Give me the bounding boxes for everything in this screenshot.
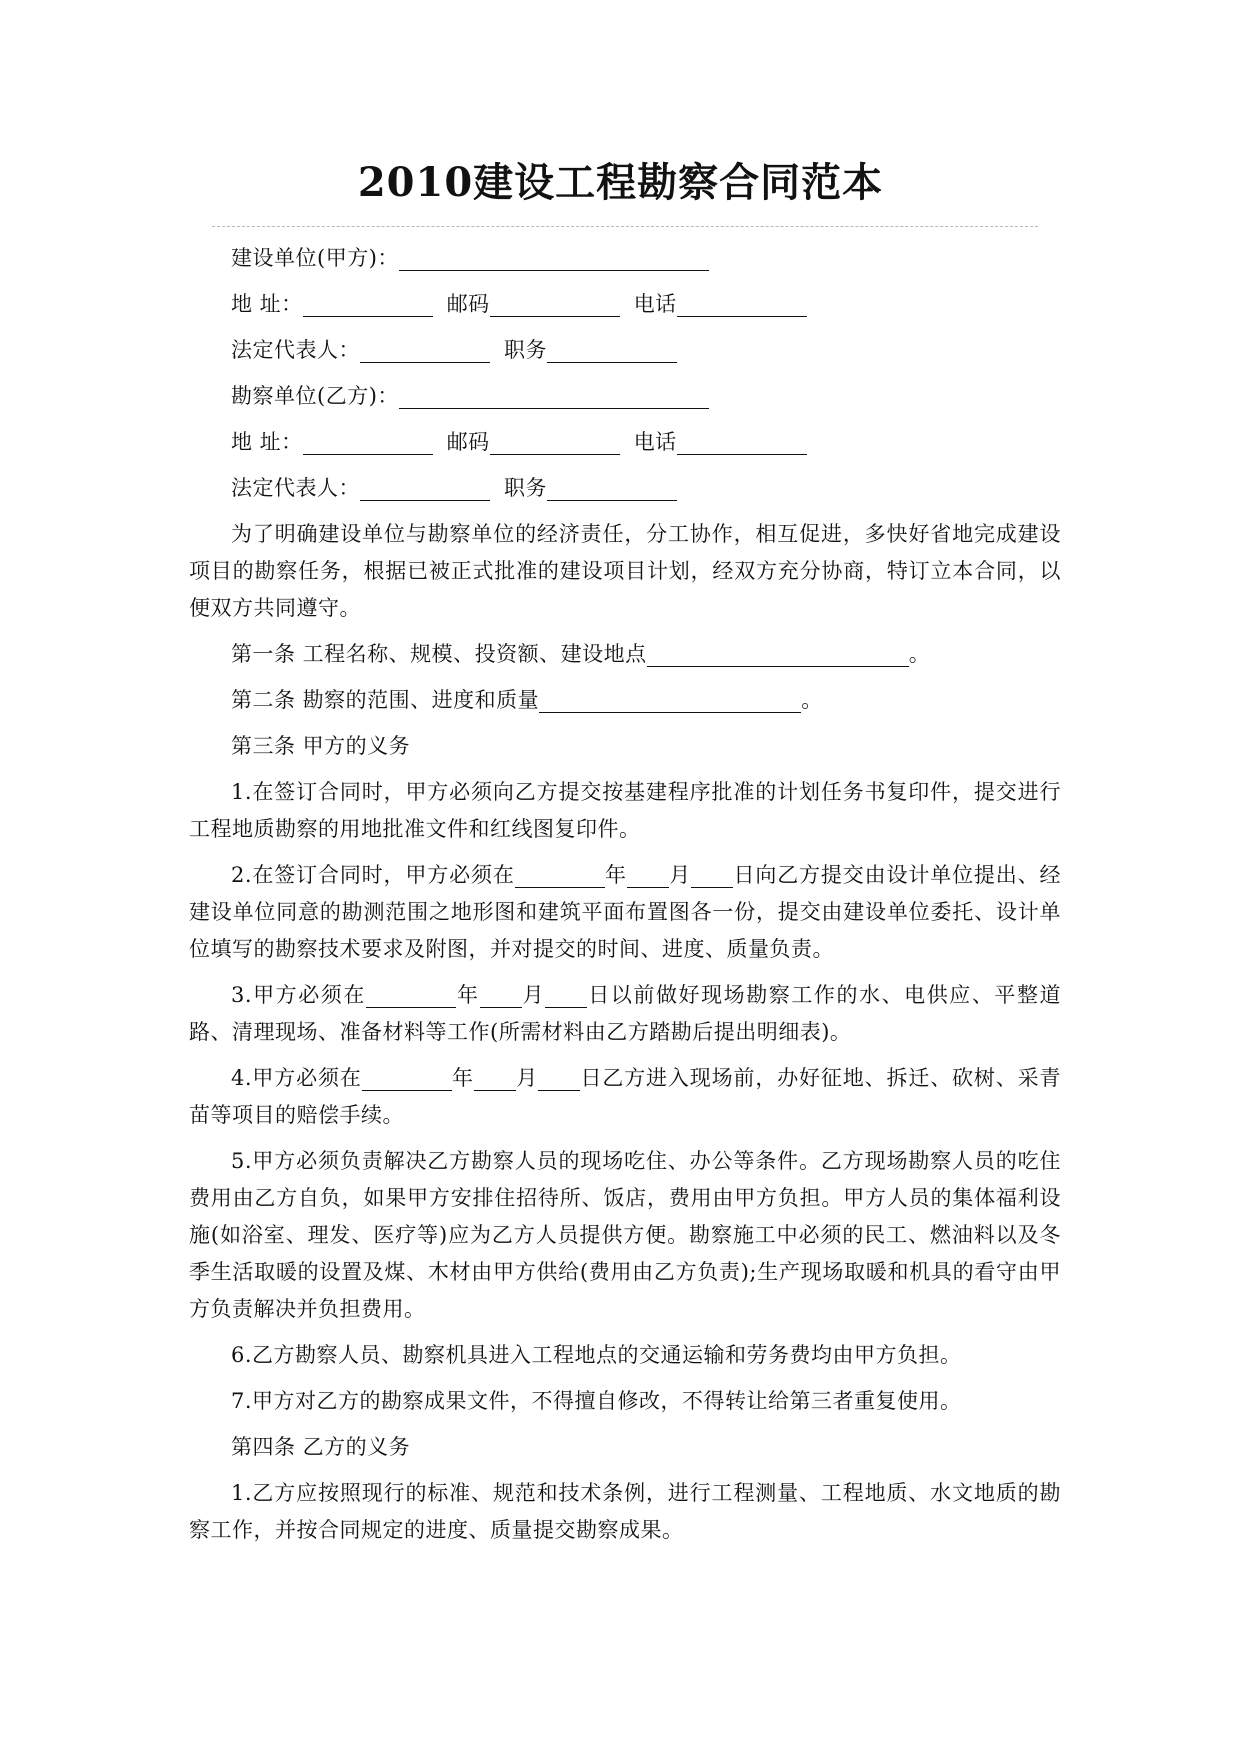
rep-a-label: 法定代表人： (231, 338, 360, 362)
postcode-a-blank (490, 290, 620, 317)
position-b-blank (547, 474, 677, 501)
position-a-blank (547, 336, 677, 363)
item-4-rest: 日乙方进入现场前，办好征地、拆迁、砍树、采青苗等项目的赔偿手续。 (189, 1066, 1061, 1127)
address-a-label: 地 址： (231, 292, 303, 316)
phone-b-label: 电话 (633, 430, 677, 454)
item-3-day-blank (545, 981, 587, 1008)
item-3-month-blank (480, 981, 522, 1008)
position-b-label: 职务 (504, 476, 547, 500)
address-a-line (189, 286, 1061, 323)
postcode-b-blank (490, 428, 620, 455)
rep-b-blank (360, 474, 490, 501)
article-2-text: 第二条 勘察的范围、进度和质量 (231, 688, 540, 712)
phone-a-label: 电话 (633, 292, 677, 316)
phone-b-blank (677, 428, 807, 455)
item-4-year-label: 年 (451, 1066, 474, 1090)
address-a-blank (303, 290, 433, 317)
article-3-item-2 (189, 857, 1061, 968)
rep-b-line (189, 470, 1061, 507)
article-1 (189, 636, 1061, 673)
article-3-heading: 第三条 甲方的义务 (231, 734, 411, 758)
item-3-year-blank (366, 981, 456, 1008)
item-2-prefix: 2.在签订合同时，甲方必须在 (231, 863, 515, 887)
item-3-rest: 日以前做好现场勘察工作的水、电供应、平整道路、清理现场、准备材料等工作(所需材料由乙方踏勘后提出明细表)。 (189, 983, 1062, 1044)
article-2 (189, 682, 1061, 719)
item-2-day-blank (691, 861, 733, 888)
item-2-month-label: 月 (668, 863, 692, 887)
item-4-month-blank (474, 1064, 516, 1091)
rep-a-blank (360, 336, 490, 363)
article-3-item-1: 1.在签订合同时，甲方必须向乙方提交按基建程序批准的计划任务书复印件，提交进行工程地质勘察的用地批准文件和红线图复印件。 (189, 780, 1061, 841)
article-1-blank (647, 640, 909, 667)
party-b-blank (399, 382, 709, 409)
article-2-end: 。 (801, 688, 823, 712)
intro-paragraph: 为了明确建设单位与勘察单位的经济责任，分工协作，相互促进，多快好省地完成建设项目的勘察任务，根据已被正式批准的建设项目计划，经双方充分协商，特订立本合同，以便双方共同遵守。 (189, 522, 1061, 620)
address-b-blank (303, 428, 433, 455)
article-3-item-7: 7.甲方对乙方的勘察成果文件，不得擅自修改，不得转让给第三者重复使用。 (231, 1389, 962, 1413)
article-3-item-6: 6.乙方勘察人员、勘察机具进入工程地点的交通运输和劳务费均由甲方负担。 (231, 1343, 962, 1367)
item-4-year-blank (362, 1064, 452, 1091)
item-3-year-label: 年 (455, 983, 480, 1007)
item-2-month-blank (627, 861, 669, 888)
article-3-item-3 (189, 977, 1061, 1051)
postcode-b-label: 邮码 (446, 430, 490, 454)
item-4-prefix: 4.甲方必须在 (231, 1066, 362, 1090)
item-4-day-blank (538, 1064, 580, 1091)
article-2-blank (539, 686, 801, 713)
item-3-prefix: 3.甲方必须在 (231, 983, 366, 1007)
article-1-text: 第一条 工程名称、规模、投资额、建设地点 (231, 642, 647, 666)
address-b-line (189, 424, 1061, 461)
rep-a-line (189, 332, 1061, 369)
article-1-end: 。 (908, 642, 931, 666)
party-a-label: 建设单位(甲方)： (231, 246, 399, 270)
item-2-year-blank (515, 861, 605, 888)
party-b-line (189, 378, 1061, 415)
phone-a-blank (677, 290, 807, 317)
item-2-rest: 日向乙方提交由设计单位提出、经建设单位同意的勘测范围之地形图和建筑平面布置图各一份，提交由建设单位委托、设计单位填写的勘察技术要求及附图，并对提交的时间、进度、质量负责。 (189, 863, 1062, 961)
party-b-label: 勘察单位(乙方)： (231, 384, 399, 408)
party-a-line (189, 240, 1061, 277)
contract-body (189, 240, 1061, 1558)
article-4-item-1: 1.乙方应按照现行的标准、规范和技术条例，进行工程测量、工程地质、水文地质的勘察工作，并按合同规定的进度、质量提交勘察成果。 (189, 1481, 1061, 1542)
article-3-item-4 (189, 1060, 1061, 1134)
article-4-heading: 第四条 乙方的义务 (231, 1435, 411, 1459)
item-4-month-label: 月 (515, 1066, 539, 1090)
article-3-item-5: 5.甲方必须负责解决乙方勘察人员的现场吃住、办公等条件。乙方现场勘察人员的吃住费用由乙方自负，如果甲方安排住招待所、饭店，费用由甲方负担。甲方人员的集体福利设施(如浴室、理发、医疗等)应为乙方人员提供方便。勘察施工中必须的民工、燃油料以及冬季生活取暖的设置及煤、木材由甲方供给(费用由乙方负责);生产现场取暖和机具的看守由甲方负责解决并负担费用。 (189, 1149, 1061, 1321)
party-a-blank (399, 244, 709, 271)
postcode-a-label: 邮码 (446, 292, 490, 316)
position-a-label: 职务 (504, 338, 547, 362)
title-divider (212, 226, 1038, 227)
item-2-year-label: 年 (604, 863, 627, 887)
item-3-month-label: 月 (521, 983, 546, 1007)
address-b-label: 地 址： (231, 430, 303, 454)
document-title: 2010建设工程勘察合同范本 (357, 159, 884, 206)
rep-b-label: 法定代表人： (231, 476, 360, 500)
